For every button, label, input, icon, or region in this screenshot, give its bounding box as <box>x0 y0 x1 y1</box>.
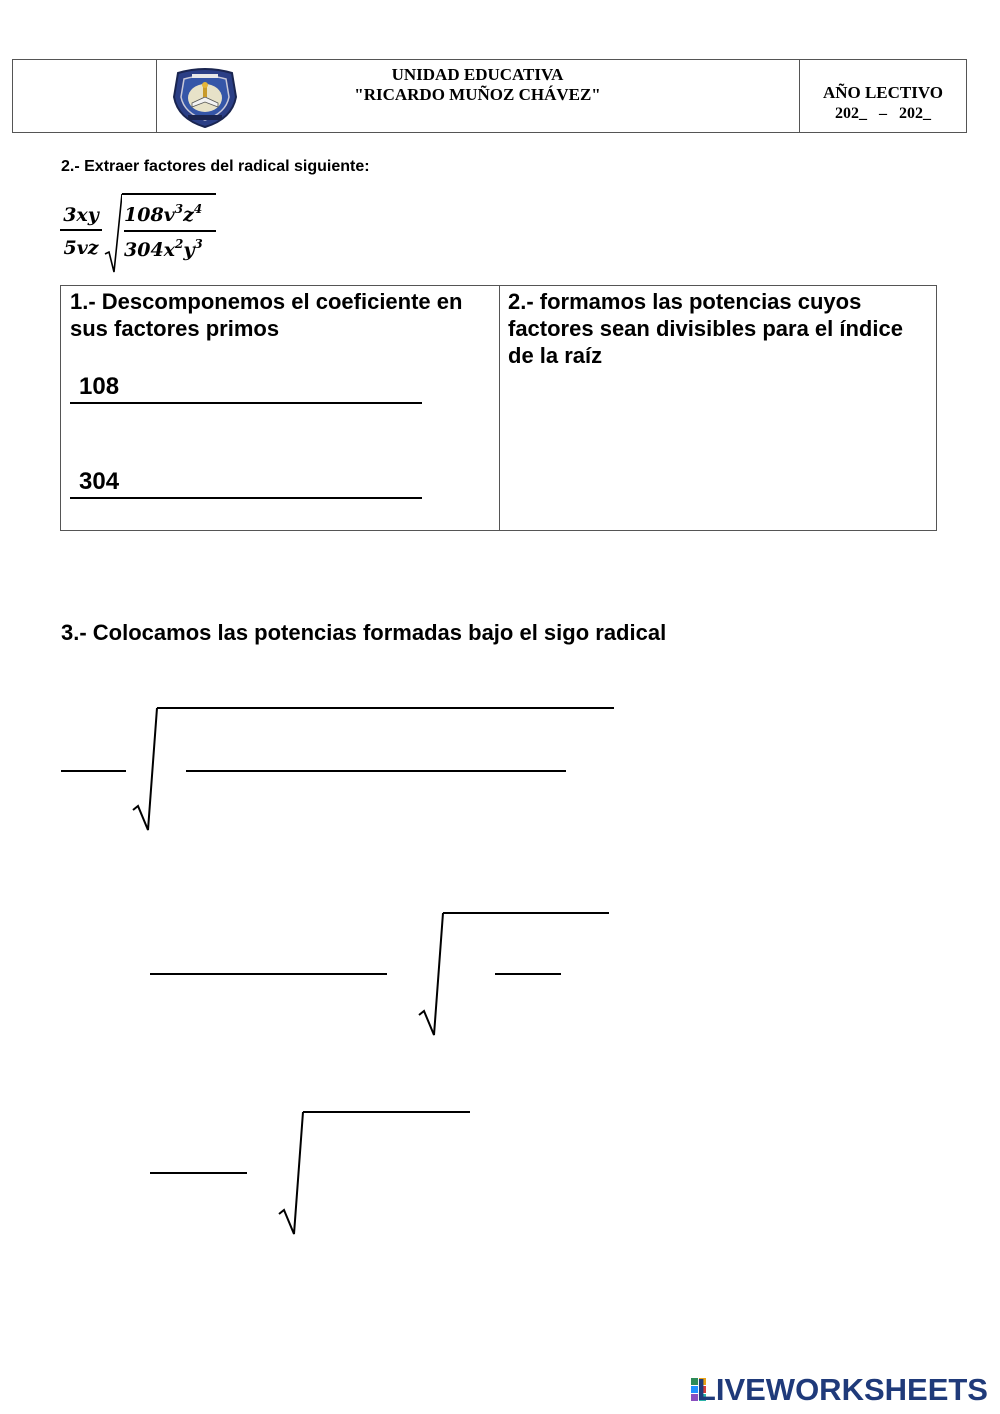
blank-line-coef-3[interactable] <box>150 1172 247 1174</box>
question-3-title: 3.- Colocamos las potencias formadas bajo el sigo radical <box>61 620 667 645</box>
step-1-title: 1.- Descomponemos el coeficiente en sus factores primos <box>70 289 463 341</box>
step-2-title: 2.- formamos las potencias cuyos factores sean divisibles para el índice de la raíz <box>508 289 903 368</box>
radical-sign-1-icon <box>130 706 160 832</box>
radicand-denominator: $304x^2y^3$ <box>124 237 203 261</box>
header-school-cell <box>156 60 800 132</box>
step-1-cell <box>61 286 500 530</box>
radical-sign-2-icon <box>416 911 446 1037</box>
answer-line-108[interactable] <box>70 402 422 404</box>
radicand-fraction-bar <box>124 230 216 232</box>
blank-line-coef-1[interactable] <box>61 770 126 772</box>
header-table <box>12 59 967 133</box>
coefficient-numerator: 3xy <box>63 204 99 226</box>
step-2-cell <box>499 286 936 530</box>
year-value: 202_ – 202_ <box>835 105 931 122</box>
radical-sign-3-icon <box>276 1110 306 1236</box>
radical-2-vinculum <box>443 912 609 914</box>
coefficient-fraction-bar <box>60 229 102 231</box>
radicand-numerator: $108v^3z^4$ <box>124 202 203 226</box>
header-year-cell <box>800 60 966 132</box>
number-108: 108 <box>79 373 120 400</box>
radical-1-vinculum <box>157 707 614 709</box>
header-empty-cell <box>13 60 157 132</box>
number-304: 304 <box>79 468 120 495</box>
question-2-title: 2.- Extraer factores del radical siguiente: <box>61 158 370 175</box>
year-label: AÑO LECTIVO <box>822 83 944 102</box>
blank-line-radicand-1[interactable] <box>186 770 566 772</box>
coefficient-denominator: 5vz <box>63 237 99 259</box>
school-name-line2: "RICARDO MUÑOZ CHÁVEZ" <box>354 85 601 104</box>
steps-table <box>60 285 937 531</box>
liveworksheets-brand: LIVEWORKSHEETS <box>696 1372 988 1407</box>
radical-3-vinculum <box>303 1111 470 1113</box>
answer-line-304[interactable] <box>70 497 422 499</box>
radical-sign-icon <box>102 192 122 274</box>
blank-line-coef-2[interactable] <box>150 973 387 975</box>
radical-expression <box>60 192 230 274</box>
blank-line-radicand-2[interactable] <box>495 973 561 975</box>
school-name-line1: UNIDAD EDUCATIVA <box>391 65 564 84</box>
radical-vinculum <box>122 193 216 195</box>
